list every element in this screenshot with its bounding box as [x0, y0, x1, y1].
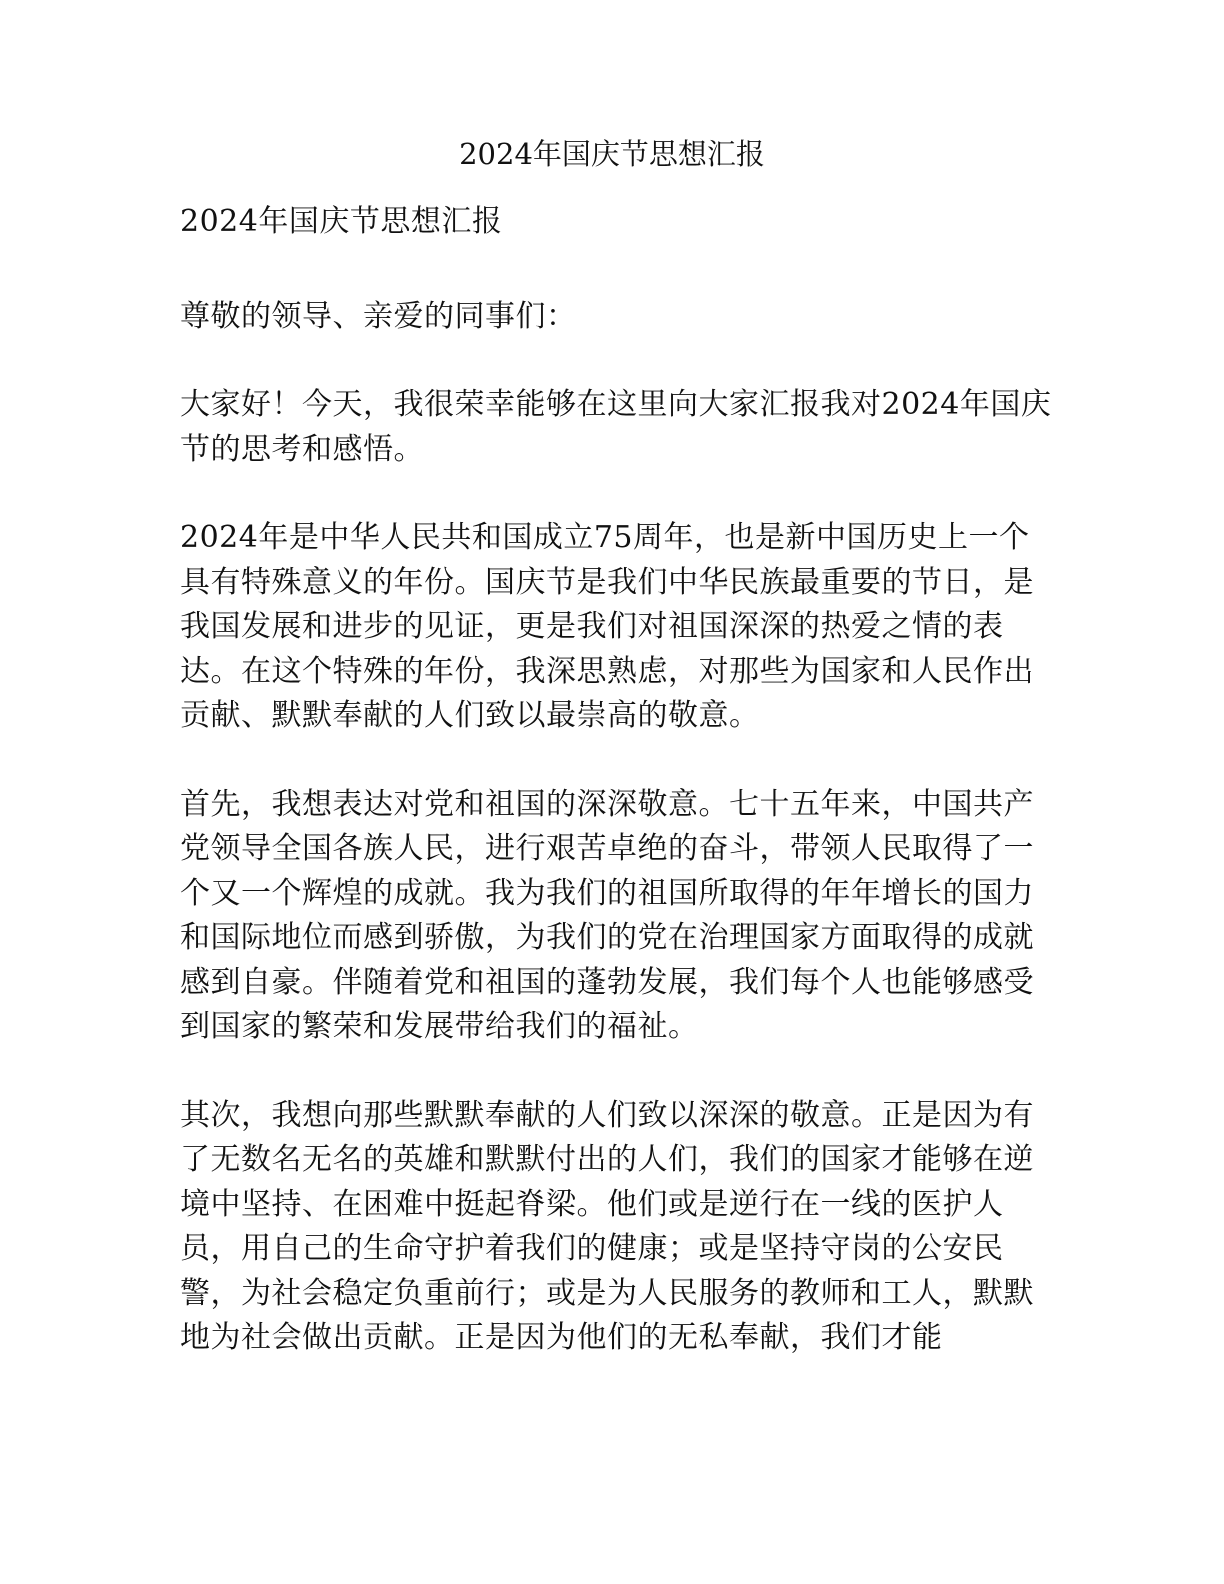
paragraph-salutation: 尊敬的领导、亲爱的同事们：: [180, 298, 577, 334]
paragraph-first-point: 首先，我想表达对党和祖国的深深敬意。七十五年来，中国共产党领导全国各族人民，进行艰苦卓绝的奋斗，带领人民取得了一个又一个辉煌的成就。我为我们的祖国所取得的年年增长的国力和国际地位而感到骄傲，为我们的党在治理国家方面取得的成就感到自豪。伴随着党和祖国的蓬勃发展，我们每个人也能够感受到国家的繁荣和发展带给我们的福祉。: [180, 786, 1034, 1044]
document-body: [180, 200, 1060, 1405]
document-title: 2024年国庆节思想汇报: [459, 137, 765, 171]
paragraph-greeting: 大家好！今天，我很荣幸能够在这里向大家汇报我对2024年国庆节的思考和感悟。: [180, 387, 1052, 467]
paragraph-second-point: 其次，我想向那些默默奉献的人们致以深深的敬意。正是因为有了无数名无名的英雄和默默付出的人们，我们的国家才能够在逆境中坚持、在困难中挺起脊梁。他们或是逆行在一线的医护人员，用自己的生命守护着我们的健康；或是坚持守岗的公安民警，为社会稳定负重前行；或是为人民服务的教师和工人，默默地为社会做出贡献。正是因为他们的无私奉献，我们才能: [180, 1097, 1034, 1355]
paragraph-heading: 2024年国庆节思想汇报: [180, 204, 503, 239]
paragraph-background: 2024年是中华人民共和国成立75周年，也是新中国历史上一个具有特殊意义的年份。国庆节是我们中华民族最重要的节日，是我国发展和进步的见证，更是我们对祖国深深的热爱之情的表达。在这个特殊的年份，我深思熟虑，对那些为国家和人民作出贡献、默默奉献的人们致以最崇高的敬意。: [180, 520, 1034, 733]
